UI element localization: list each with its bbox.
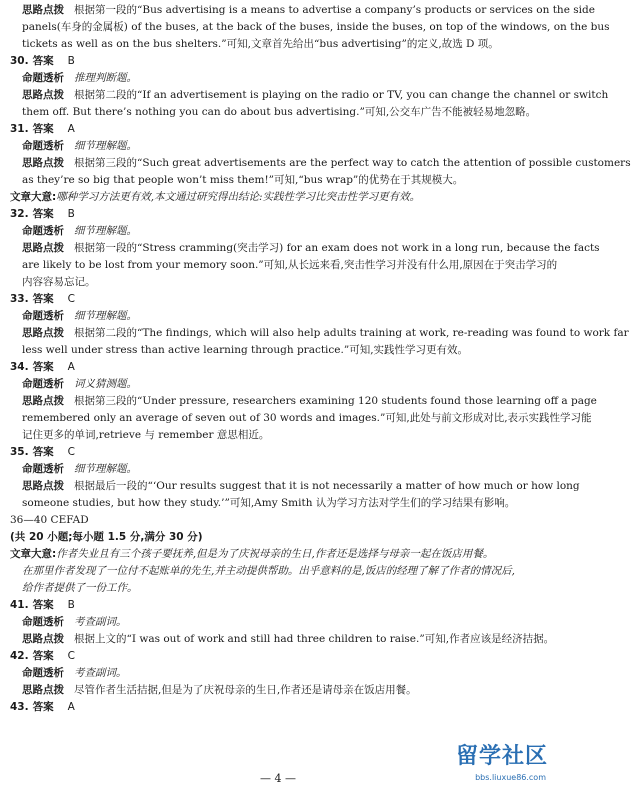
explanation-line — [10, 631, 555, 648]
continuation-text: as they’re so big that people won’t miss them!”可知,“bus wrap”的优势在于其规模大。 — [22, 174, 464, 186]
question-number: 35. — [10, 446, 29, 458]
answer-label: 答案 — [32, 55, 54, 67]
explanation-label: 思路点拨 — [22, 157, 64, 169]
answer-label: 答案 — [32, 123, 54, 135]
explanation-label: 思路点拨 — [22, 633, 64, 645]
answer-label: 答案 — [32, 293, 54, 305]
continuation-text: remembered only an average of seven out of 30 words and images.”可知,此处与前文形成对比,表示实践性学习能 — [22, 412, 592, 424]
question-number: 41. — [10, 599, 29, 611]
continuation-line — [10, 427, 550, 444]
explanation-label: 思路点拨 — [22, 4, 64, 16]
explanation-line — [10, 325, 629, 342]
answer-sheet-page — [10, 2, 631, 716]
summary-line — [10, 189, 550, 206]
explanation-text: 根据第一段的“Bus advertising is a means to advertise a company’s products or services on the side — [74, 4, 595, 16]
explanation-line — [10, 614, 550, 631]
explanation-text: 推理判断题。 — [74, 72, 137, 84]
continuation-line — [10, 342, 550, 359]
explanation-line — [10, 478, 580, 495]
question-number: 32. — [10, 208, 29, 220]
answer-value: B — [67, 55, 75, 67]
answer-value: C — [67, 650, 75, 662]
explanation-label: 命题透析 — [22, 310, 64, 322]
answer-line — [10, 53, 550, 70]
summary-text: 哪种学习方法更有效,本文通过研究得出结论:实践性学习比突击性学习更有效。 — [56, 191, 421, 203]
explanation-label: 命题透析 — [22, 378, 64, 390]
explanation-line — [10, 461, 550, 478]
explanation-text: 考查副词。 — [74, 616, 127, 628]
question-number: 31. — [10, 123, 29, 135]
explanation-text: 根据最后一段的“‘Our results suggest that it is not necessarily a matter of how much or how long — [74, 480, 580, 492]
explanation-label: 思路点拨 — [22, 480, 64, 492]
plain-line — [10, 512, 550, 529]
answer-line — [10, 121, 550, 138]
continuation-text: them off. But there’s nothing you can do about bus advertising.”可知,公交车广告不能被轻易地忽略。 — [22, 106, 537, 118]
watermark-url: bbs.liuxue86.com — [475, 773, 546, 782]
question-number: 43. — [10, 701, 29, 713]
continuation-line — [10, 36, 550, 53]
continuation-line — [10, 257, 558, 274]
answer-value: B — [67, 599, 75, 611]
answer-value: A — [67, 701, 75, 713]
continuation-line — [10, 495, 550, 512]
explanation-line — [10, 155, 631, 172]
explanation-line — [10, 70, 550, 87]
continuation-text: someone studies, but how they study.’”可知,Amy Smith 认为学习方法对学生们的学习结果有影响。 — [22, 497, 516, 509]
continuation-text: 记住更多的单词,retrieve 与 remember 意思相近。 — [22, 429, 270, 441]
section-heading-text: (共 20 小题;每小题 1.5 分,满分 30 分) — [10, 531, 203, 543]
explanation-text: 细节理解题。 — [74, 225, 137, 237]
answer-line — [10, 291, 550, 308]
explanation-line — [10, 240, 600, 257]
explanation-text: 根据第三段的“Such great advertisements are the perfect way to catch the attention of possible customers — [74, 157, 631, 169]
continuation-line — [10, 410, 592, 427]
continuation-line — [10, 172, 550, 189]
explanation-text: 根据第一段的“Stress cramming(突击学习) for an exam does not work in a long run, because the facts — [74, 242, 600, 254]
continuation-text: tickets as well as on the bus shelters.”可知,文章首先给出“bus advertising”的定义,故选 D 项。 — [22, 38, 499, 50]
question-number: 34. — [10, 361, 29, 373]
section-heading — [10, 529, 550, 546]
continuation-text: panels(车身的金属板) of the buses, at the back of the buses, inside the buses, on top of the windows, on the bus — [22, 21, 610, 33]
explanation-text: 根据第二段的“If an advertisement is playing on the radio or TV, you can change the channel or switch — [74, 89, 609, 101]
explanation-line — [10, 393, 597, 410]
explanation-text: 根据上文的“I was out of work and still had three children to raise.”可知,作者应该是经济拮据。 — [74, 633, 555, 645]
answer-line — [10, 444, 550, 461]
explanation-text: 根据第三段的“Under pressure, researchers examining 120 students found those learning off a page — [74, 395, 597, 407]
continuation-line — [10, 563, 550, 580]
explanation-line — [10, 308, 550, 325]
page-number: — 4 — — [260, 772, 296, 785]
explanation-line — [10, 376, 550, 393]
plain-text: 36—40 CEFAD — [10, 514, 89, 526]
explanation-text: 根据第二段的“The findings, which will also help adults training at work, re-reading was found to work far — [74, 327, 629, 339]
summary-line — [10, 546, 550, 563]
continuation-text: 内容容易忘记。 — [22, 276, 96, 288]
answer-line — [10, 597, 550, 614]
answer-value: C — [67, 446, 75, 458]
answer-value: A — [67, 123, 75, 135]
continuation-text: 给作者提供了一份工作。 — [22, 582, 138, 594]
explanation-text: 细节理解题。 — [74, 463, 137, 475]
answer-line — [10, 648, 550, 665]
continuation-line — [10, 19, 610, 36]
answer-label: 答案 — [32, 650, 54, 662]
explanation-text: 细节理解题。 — [74, 310, 137, 322]
continuation-line — [10, 104, 550, 121]
explanation-label: 命题透析 — [22, 140, 64, 152]
summary-label: 文章大意: — [10, 191, 57, 203]
explanation-label: 命题透析 — [22, 667, 64, 679]
question-number: 42. — [10, 650, 29, 662]
explanation-line — [10, 87, 609, 104]
continuation-text: less well under stress than active learning through practice.”可知,实践性学习更有效。 — [22, 344, 469, 356]
explanation-text: 词义猜测题。 — [74, 378, 137, 390]
explanation-label: 思路点拨 — [22, 89, 64, 101]
explanation-label: 思路点拨 — [22, 684, 64, 696]
answer-label: 答案 — [32, 701, 54, 713]
summary-text: 作者失业且有三个孩子要抚养,但是为了庆祝母亲的生日,作者还是选择与母亲一起在饭店用餐。 — [56, 548, 494, 560]
summary-label: 文章大意: — [10, 548, 57, 560]
explanation-label: 命题透析 — [22, 72, 64, 84]
explanation-label: 命题透析 — [22, 616, 64, 628]
answer-value: B — [67, 208, 75, 220]
question-number: 33. — [10, 293, 29, 305]
explanation-line — [10, 2, 595, 19]
continuation-text: 在那里作者发现了一位付不起账单的先生,并主动提供帮助。出乎意料的是,饭店的经理了解了作者的情况后, — [22, 565, 516, 577]
explanation-label: 思路点拨 — [22, 395, 64, 407]
explanation-text: 尽管作者生活拮据,但是为了庆祝母亲的生日,作者还是请母亲在饭店用餐。 — [74, 684, 417, 696]
answer-value: C — [67, 293, 75, 305]
continuation-line — [10, 274, 550, 291]
answer-label: 答案 — [32, 446, 54, 458]
continuation-line — [10, 580, 550, 597]
continuation-text: are likely to be lost from your memory soon.”可知,从长远来看,突击性学习并没有什么用,原因在于突击学习的 — [22, 259, 558, 271]
watermark — [430, 744, 550, 786]
explanation-label: 命题透析 — [22, 225, 64, 237]
explanation-text: 细节理解题。 — [74, 140, 137, 152]
explanation-line — [10, 682, 550, 699]
explanation-label: 思路点拨 — [22, 242, 64, 254]
watermark-logo: 留学社区 — [455, 744, 548, 769]
answer-value: A — [67, 361, 75, 373]
answer-label: 答案 — [32, 208, 54, 220]
answer-label: 答案 — [32, 361, 54, 373]
explanation-line — [10, 223, 550, 240]
answer-line — [10, 699, 550, 716]
explanation-label: 思路点拨 — [22, 327, 64, 339]
explanation-line — [10, 138, 550, 155]
answer-line — [10, 206, 550, 223]
explanation-line — [10, 665, 550, 682]
question-number: 30. — [10, 55, 29, 67]
answer-line — [10, 359, 550, 376]
explanation-text: 考查副词。 — [74, 667, 127, 679]
explanation-label: 命题透析 — [22, 463, 64, 475]
answer-label: 答案 — [32, 599, 54, 611]
